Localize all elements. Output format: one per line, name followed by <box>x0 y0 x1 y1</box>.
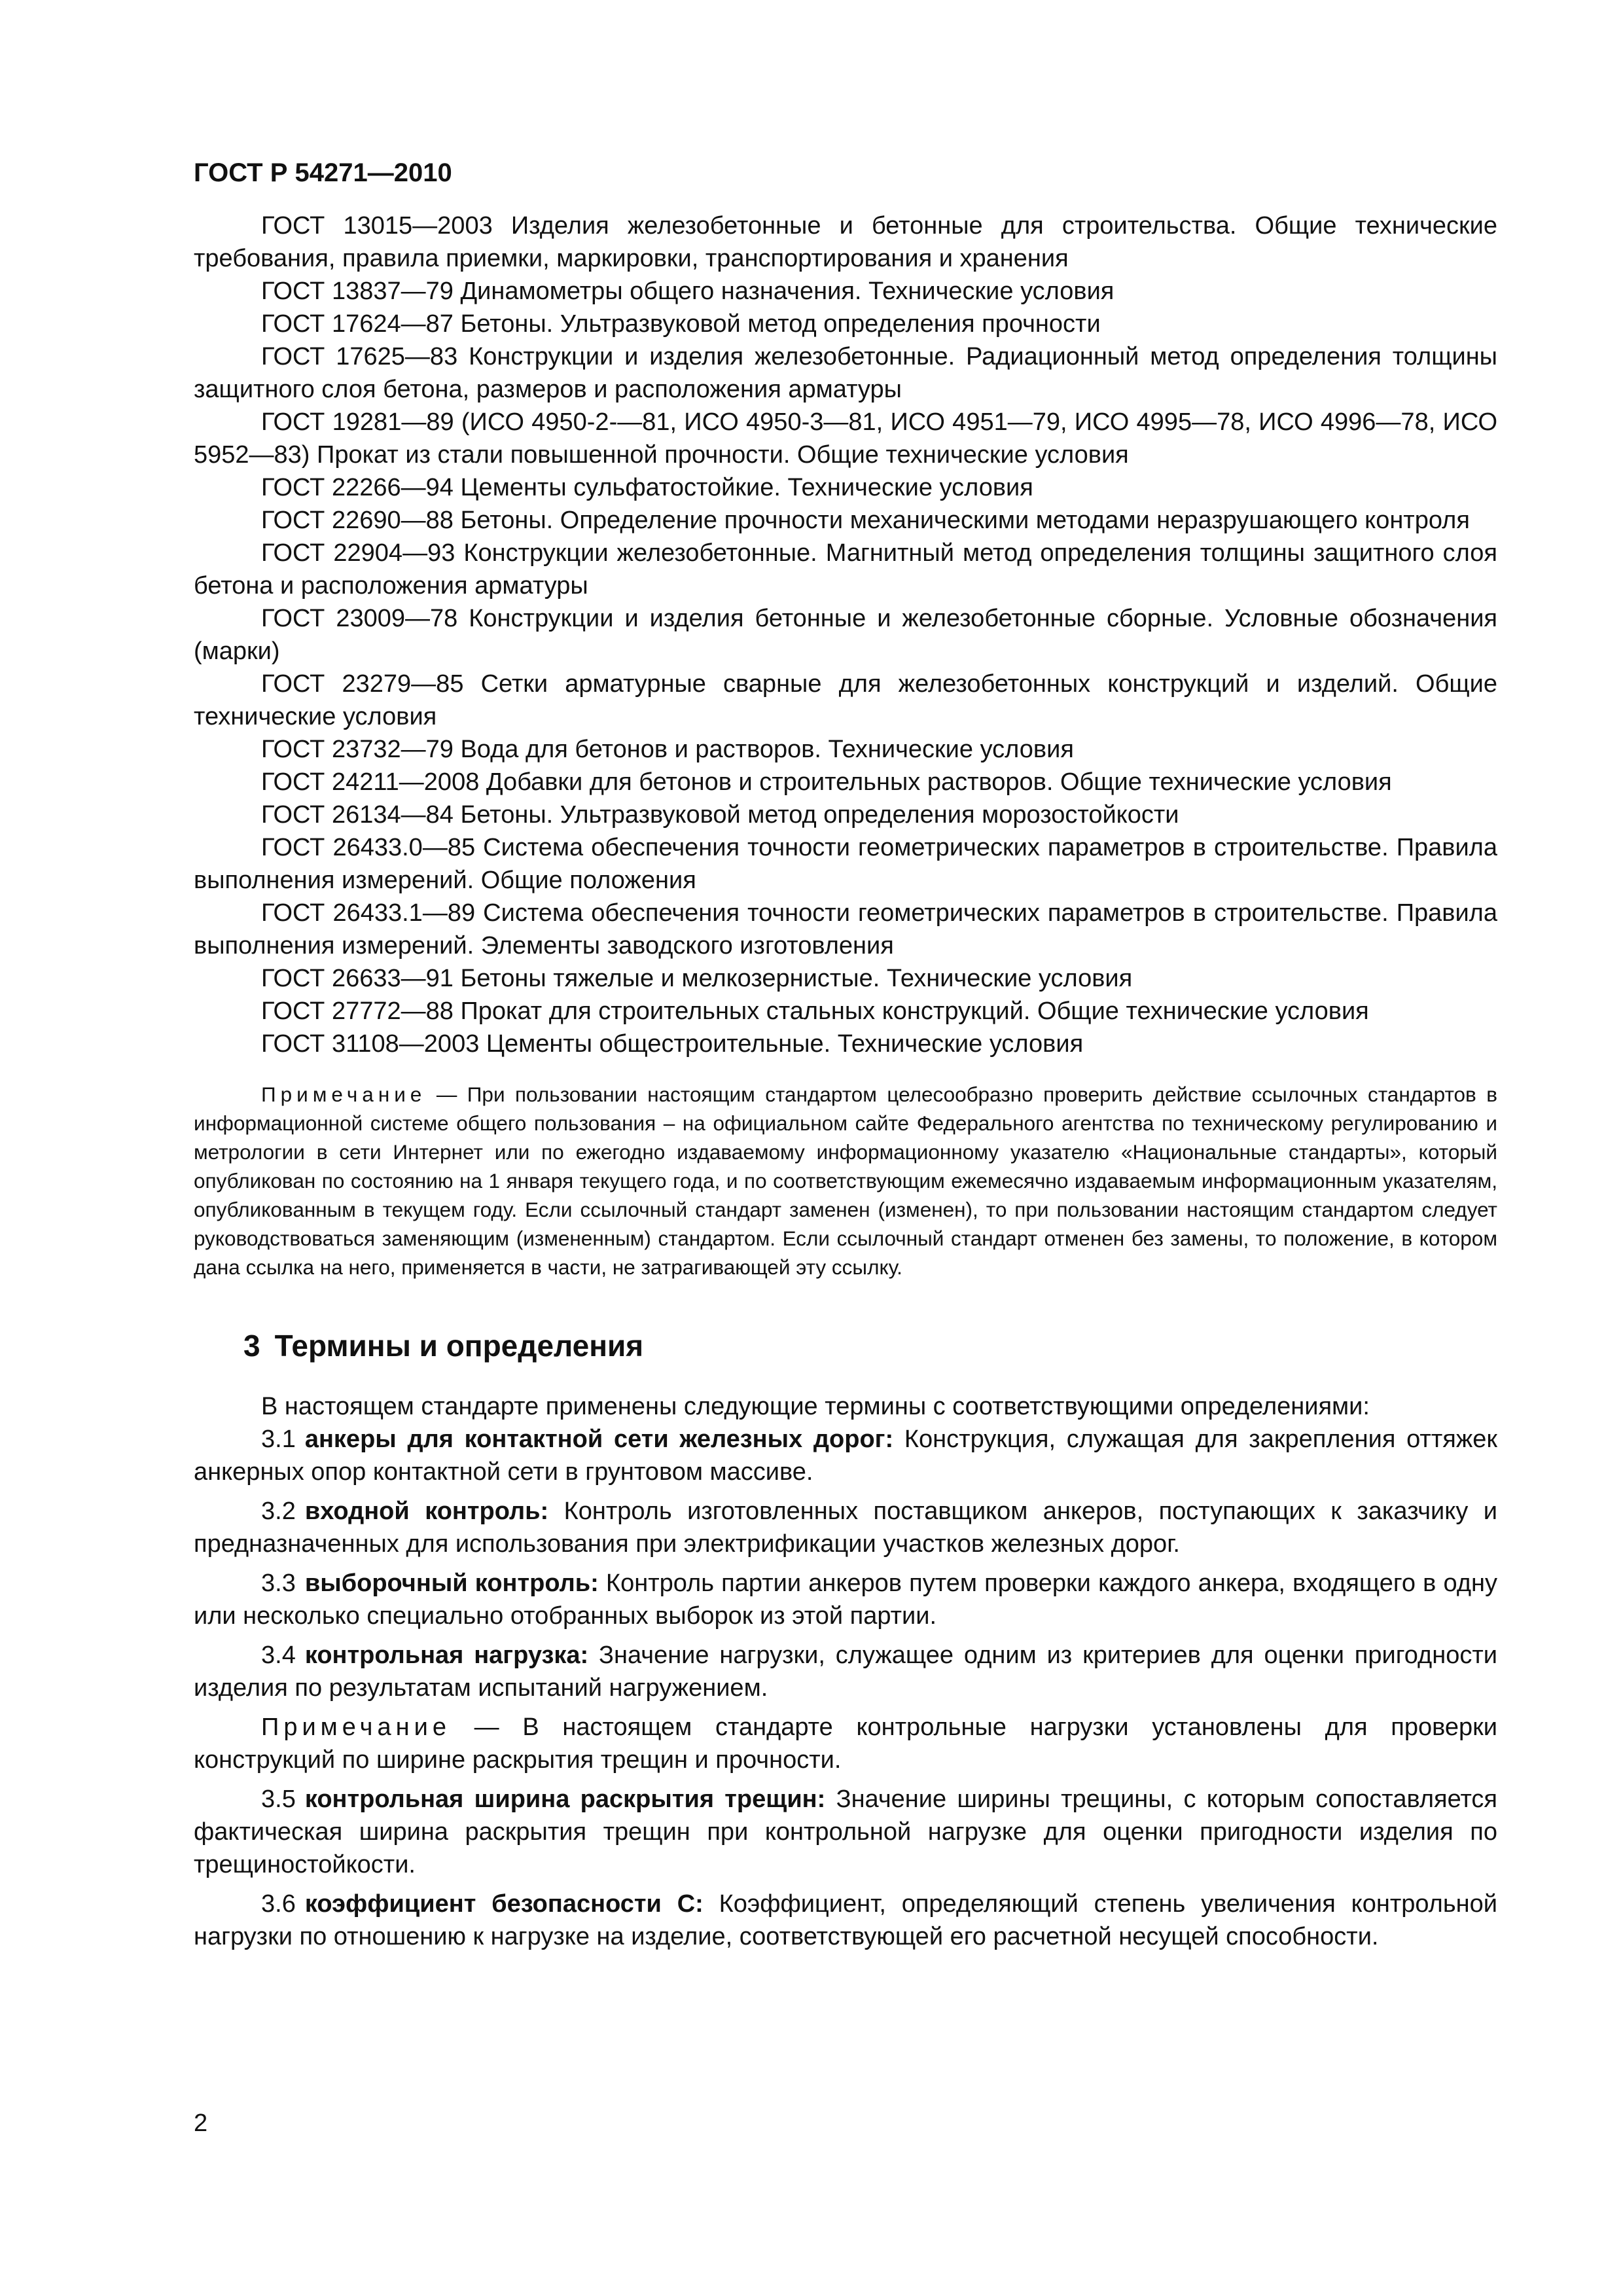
term-item <box>194 1639 1497 1704</box>
document-page <box>194 157 1497 1960</box>
term-definition: Контроль изготовленных поставщиком анкеров, поступающих к заказчику и предназначенных для использования при электрификации участков железных дорог. <box>194 1498 1498 1558</box>
term-item <box>194 1888 1497 1953</box>
section-number: 3 <box>243 1329 260 1363</box>
reference-item: ГОСТ 17624—87 Бетоны. Ультразвуковой метод определения прочности <box>261 310 1101 338</box>
terms-definitions <box>194 1390 1497 1953</box>
reference-item: ГОСТ 31108—2003 Цементы общестроительные. Технические условия <box>261 1030 1084 1058</box>
normative-references <box>194 209 1497 1060</box>
note-text: — В настоящем стандарте контрольные нагрузки установлены для проверки конструкций по ширине раскрытия трещин и прочности. <box>194 1713 1497 1774</box>
reference-item: ГОСТ 27772—88 Прокат для строительных стальных конструкций. Общие технические условия <box>261 997 1369 1025</box>
term-definition: Контроль партии анкеров путем проверки каждого анкера, входящего в одну или несколько специально отобранных выборок из этой партии. <box>194 1570 1498 1630</box>
reference-item: ГОСТ 23732—79 Вода для бетонов и растворов. Технические условия <box>261 736 1074 763</box>
note-label: Примечание <box>261 1713 451 1741</box>
term-name: контрольная нагрузка: <box>304 1641 589 1669</box>
reference-item: ГОСТ 19281—89 (ИСО 4950-2-—81, ИСО 4950-3—81, ИСО 4951—79, ИСО 4995—78, ИСО 4996—78, ИСО 5952—83) Прокат из стали повышенной прочности. Общие технические условия <box>194 408 1497 469</box>
reference-item: ГОСТ 13837—79 Динамометры общего назначения. Технические условия <box>261 278 1115 305</box>
document-code: ГОСТ Р 54271—2010 <box>194 158 452 187</box>
page-number: 2 <box>194 2109 208 2137</box>
reference-item: ГОСТ 26633—91 Бетоны тяжелые и мелкозернистые. Технические условия <box>261 965 1133 992</box>
term-number: 3.2 <box>261 1498 296 1525</box>
term-definition: Значение ширины трещины, с которым сопоставляется фактическая ширина раскрытия трещин при контрольной нагрузке для оценки пригодности изделия по трещиностойкости. <box>194 1785 1498 1878</box>
term-item <box>194 1783 1497 1881</box>
term-number: 3.6 <box>261 1890 296 1918</box>
term-name: входной контроль: <box>304 1498 549 1525</box>
note-label: Примечание <box>261 1083 427 1106</box>
term-definition: Значение нагрузки, служащее одним из критериев для оценки пригодности изделия по результатам испытаний нагружением. <box>194 1641 1497 1702</box>
reference-item: ГОСТ 22266—94 Цементы сульфатостойкие. Технические условия <box>261 474 1033 501</box>
reference-item: ГОСТ 13015—2003 Изделия железобетонные и бетонные для строительства. Общие технические требования, правила приемки, маркировки, транспортирования и хранения <box>194 212 1497 272</box>
term-definition: Конструкция, служащая для закрепления оттяжек анкерных опор контактной сети в грунтовом массиве. <box>194 1426 1497 1486</box>
term-name: коэффициент безопасности С: <box>304 1890 704 1918</box>
reference-item: ГОСТ 23009—78 Конструкции и изделия бетонные и железобетонные сборные. Условные обозначения (марки) <box>194 605 1497 665</box>
term-number: 3.3 <box>261 1570 296 1597</box>
term-number: 3.1 <box>261 1426 296 1453</box>
term-definition: Коэффициент, определяющий степень увеличения контрольной нагрузки по отношению к нагрузке на изделие, соответствующей его расчетной несущей способности. <box>194 1890 1497 1950</box>
term-name: анкеры для контактной сети железных дорог: <box>304 1426 894 1453</box>
references-note <box>194 1080 1497 1282</box>
reference-item: ГОСТ 22904—93 Конструкции железобетонные. Магнитный метод определения толщины защитного слоя бетона и расположения арматуры <box>194 539 1497 600</box>
section-heading <box>243 1327 1497 1364</box>
term-name: выборочный контроль: <box>304 1570 599 1597</box>
reference-item: ГОСТ 22690—88 Бетоны. Определение прочности механическими методами неразрушающего контроля <box>261 507 1470 534</box>
term-item <box>194 1495 1497 1560</box>
reference-item: ГОСТ 26433.1—89 Система обеспечения точности геометрических параметров в строительстве. Правила выполнения измерений. Элементы заводского изготовления <box>194 899 1497 960</box>
reference-item: ГОСТ 23279—85 Сетки арматурные сварные для железобетонных конструкций и изделий. Общие технические условия <box>194 670 1497 730</box>
term-number: 3.4 <box>261 1641 296 1669</box>
reference-item: ГОСТ 24211—2008 Добавки для бетонов и строительных растворов. Общие технические условия <box>261 768 1392 796</box>
reference-item: ГОСТ 17625—83 Конструкции и изделия железобетонные. Радиационный метод определения толщины защитного слоя бетона, размеров и расположения арматуры <box>194 343 1497 403</box>
term-note <box>194 1711 1497 1776</box>
term-item <box>194 1423 1497 1488</box>
section-title: Термины и определения <box>274 1329 644 1363</box>
term-item <box>194 1567 1497 1632</box>
term-name: контрольная ширина раскрытия трещин: <box>304 1785 826 1813</box>
note-text: — При пользовании настоящим стандартом целесообразно проверить действие ссылочных стандартов в информационной системе общего пользования – на официальном сайте Федерального агентства по техническому регулированию и метрологии в сети Интернет или по ежегодно издаваемому информационному указателю «Национальные стандарты», который опубликован по состоянию на 1 января текущего года, и по соответствующим ежемесячно издаваемым информационным указателям, опубликованным в текущем году. Если ссылочный стандарт заменен (изменен), то при пользовании настоящим стандартом следует руководствоваться заменяющим (измененным) стандартом. Если ссылочный стандарт отменен без замены, то положение, в котором дана ссылка на него, применяется в части, не затрагивающей эту ссылку. <box>194 1083 1497 1279</box>
reference-item: ГОСТ 26433.0—85 Система обеспечения точности геометрических параметров в строительстве. Правила выполнения измерений. Общие положения <box>194 834 1497 894</box>
section-intro: В настоящем стандарте применены следующие термины с соответствующими определениями: <box>261 1393 1370 1420</box>
reference-item: ГОСТ 26134—84 Бетоны. Ультразвуковой метод определения морозостойкости <box>261 801 1179 829</box>
term-number: 3.5 <box>261 1785 296 1813</box>
